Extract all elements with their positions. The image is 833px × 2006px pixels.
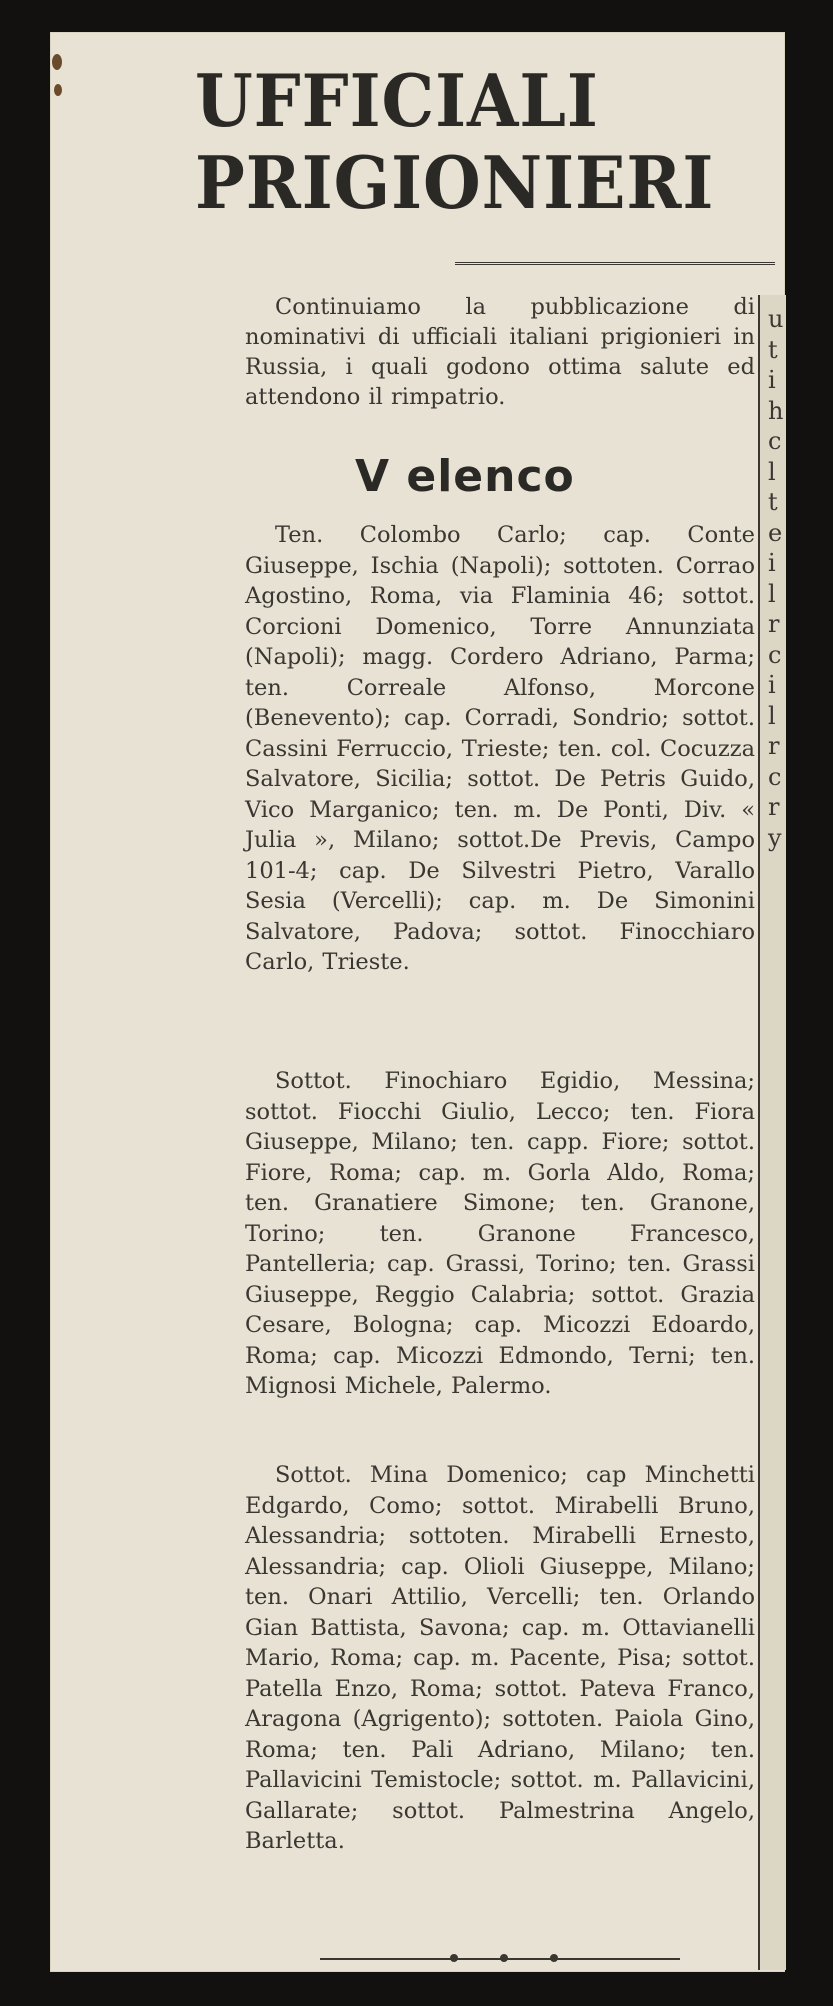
neighbor-column-fragment: l [768,579,776,608]
list-paragraph-3: Sottot. Mina Domenico; cap Minchetti Edgardo, Como; sottot. Mirabelli Bruno, Alessandria; sottoten. Mirabelli Ernesto, Alessandria; cap. Olioli Giuseppe, Milano; ten. Onari Attilio, Vercelli; ten. Orlando Gian Battista, Savona; cap. m. Ottavianelli Mario, Roma; cap. m. Pacente, Pisa; sottot. Patella Enzo, Roma; sottot. Pateva Franco, Aragona (Agrigento); sottoten. Paiola Gino, Roma; ten. Pali Adriano, Milano; ten. Pallavicini Temistocle; sottot. m. Pallavicini, Gallarate; sottot. Palmestrina Angelo, Barletta. [245,1462,755,1854]
list-paragraph-1: Ten. Colombo Carlo; cap. Conte Giuseppe, Ischia (Napoli); sottoten. Corrao Agostino, Roma, via Flaminia 46; sottot. Corcioni Domenico, Torre Annunziata (Napoli); magg. Cordero Adriano, Parma; ten. Correale Alfonso, Morcone (Benevento); cap. Corradi, Sondrio; sottot. Cassini Ferruccio, Trieste; ten. col. Cocuzza Salvatore, Sicilia; sottot. De Petris Guido, Vico Marganico; ten. m. De Ponti, Div. « Julia », Milano; sottot.De Previs, Campo 101-4; cap. De Silvestri Pietro, Varallo Sesia (Vercelli); cap. m. De Simonini Salvatore, Padova; sottot. Finocchiaro Carlo, Trieste. [245,522,755,975]
neighbor-column-fragment: i [768,549,776,577]
headline [195,60,724,224]
neighbor-column-fragment: i [768,671,776,699]
neighbor-column-fragment: c [768,762,782,791]
neighbor-column-fragment: l [768,457,776,486]
neighbor-column-fragment: l [768,701,776,730]
neighbor-column-fragment: r [768,732,780,760]
neighbor-column-fragment: y [768,823,782,852]
pin-hole-mark [52,54,62,70]
headline-rule [455,262,775,265]
end-rule-dot [500,1954,508,1962]
end-rule-dot [550,1954,558,1962]
neighbor-column-fragment: h [768,396,784,425]
intro-paragraph: Continuiamo la pubblicazione di nominativi di ufficiali italiani prigionieri in Russia, i quali godono ottima salute ed attendono il rimpatrio. [245,294,755,410]
headline-line-1: UFFICIALI [195,58,599,143]
neighbor-column-fragment: u [768,305,784,333]
neighbor-column-strip [758,295,786,1970]
neighbor-column-fragment: e [768,518,783,547]
end-rule-dot [450,1954,458,1962]
neighbor-column-fragment: c [768,640,782,669]
pin-hole-mark [54,84,62,96]
neighbor-column-fragment: t [768,488,778,516]
neighbor-column-fragment: r [768,610,780,638]
neighbor-column-fragment: i [768,366,776,394]
subheading: V elenco [355,451,575,502]
headline-line-2: PRIGIONIERI [195,140,715,225]
neighbor-column-fragment: c [768,427,782,455]
list-paragraph-2: Sottot. Finochiaro Egidio, Messina; sottot. Fiocchi Giulio, Lecco; ten. Fiora Giuseppe, Milano; ten. capp. Fiore; sottot. Fiore, Roma; cap. m. Gorla Aldo, Roma; ten. Granatiere Simone; ten. Granone, Torino; ten. Granone Francesco, Pantelleria; cap. Grassi, Torino; ten. Grassi Giuseppe, Reggio Calabria; sottot. Grazia Cesare, Bologna; cap. Micozzi Edoardo, Roma; cap. Micozzi Edmondo, Terni; ten. Mignosi Michele, Palermo. [245,1068,755,1399]
neighbor-column-fragment: t [768,335,778,364]
neighbor-column-fragment: r [768,793,780,821]
